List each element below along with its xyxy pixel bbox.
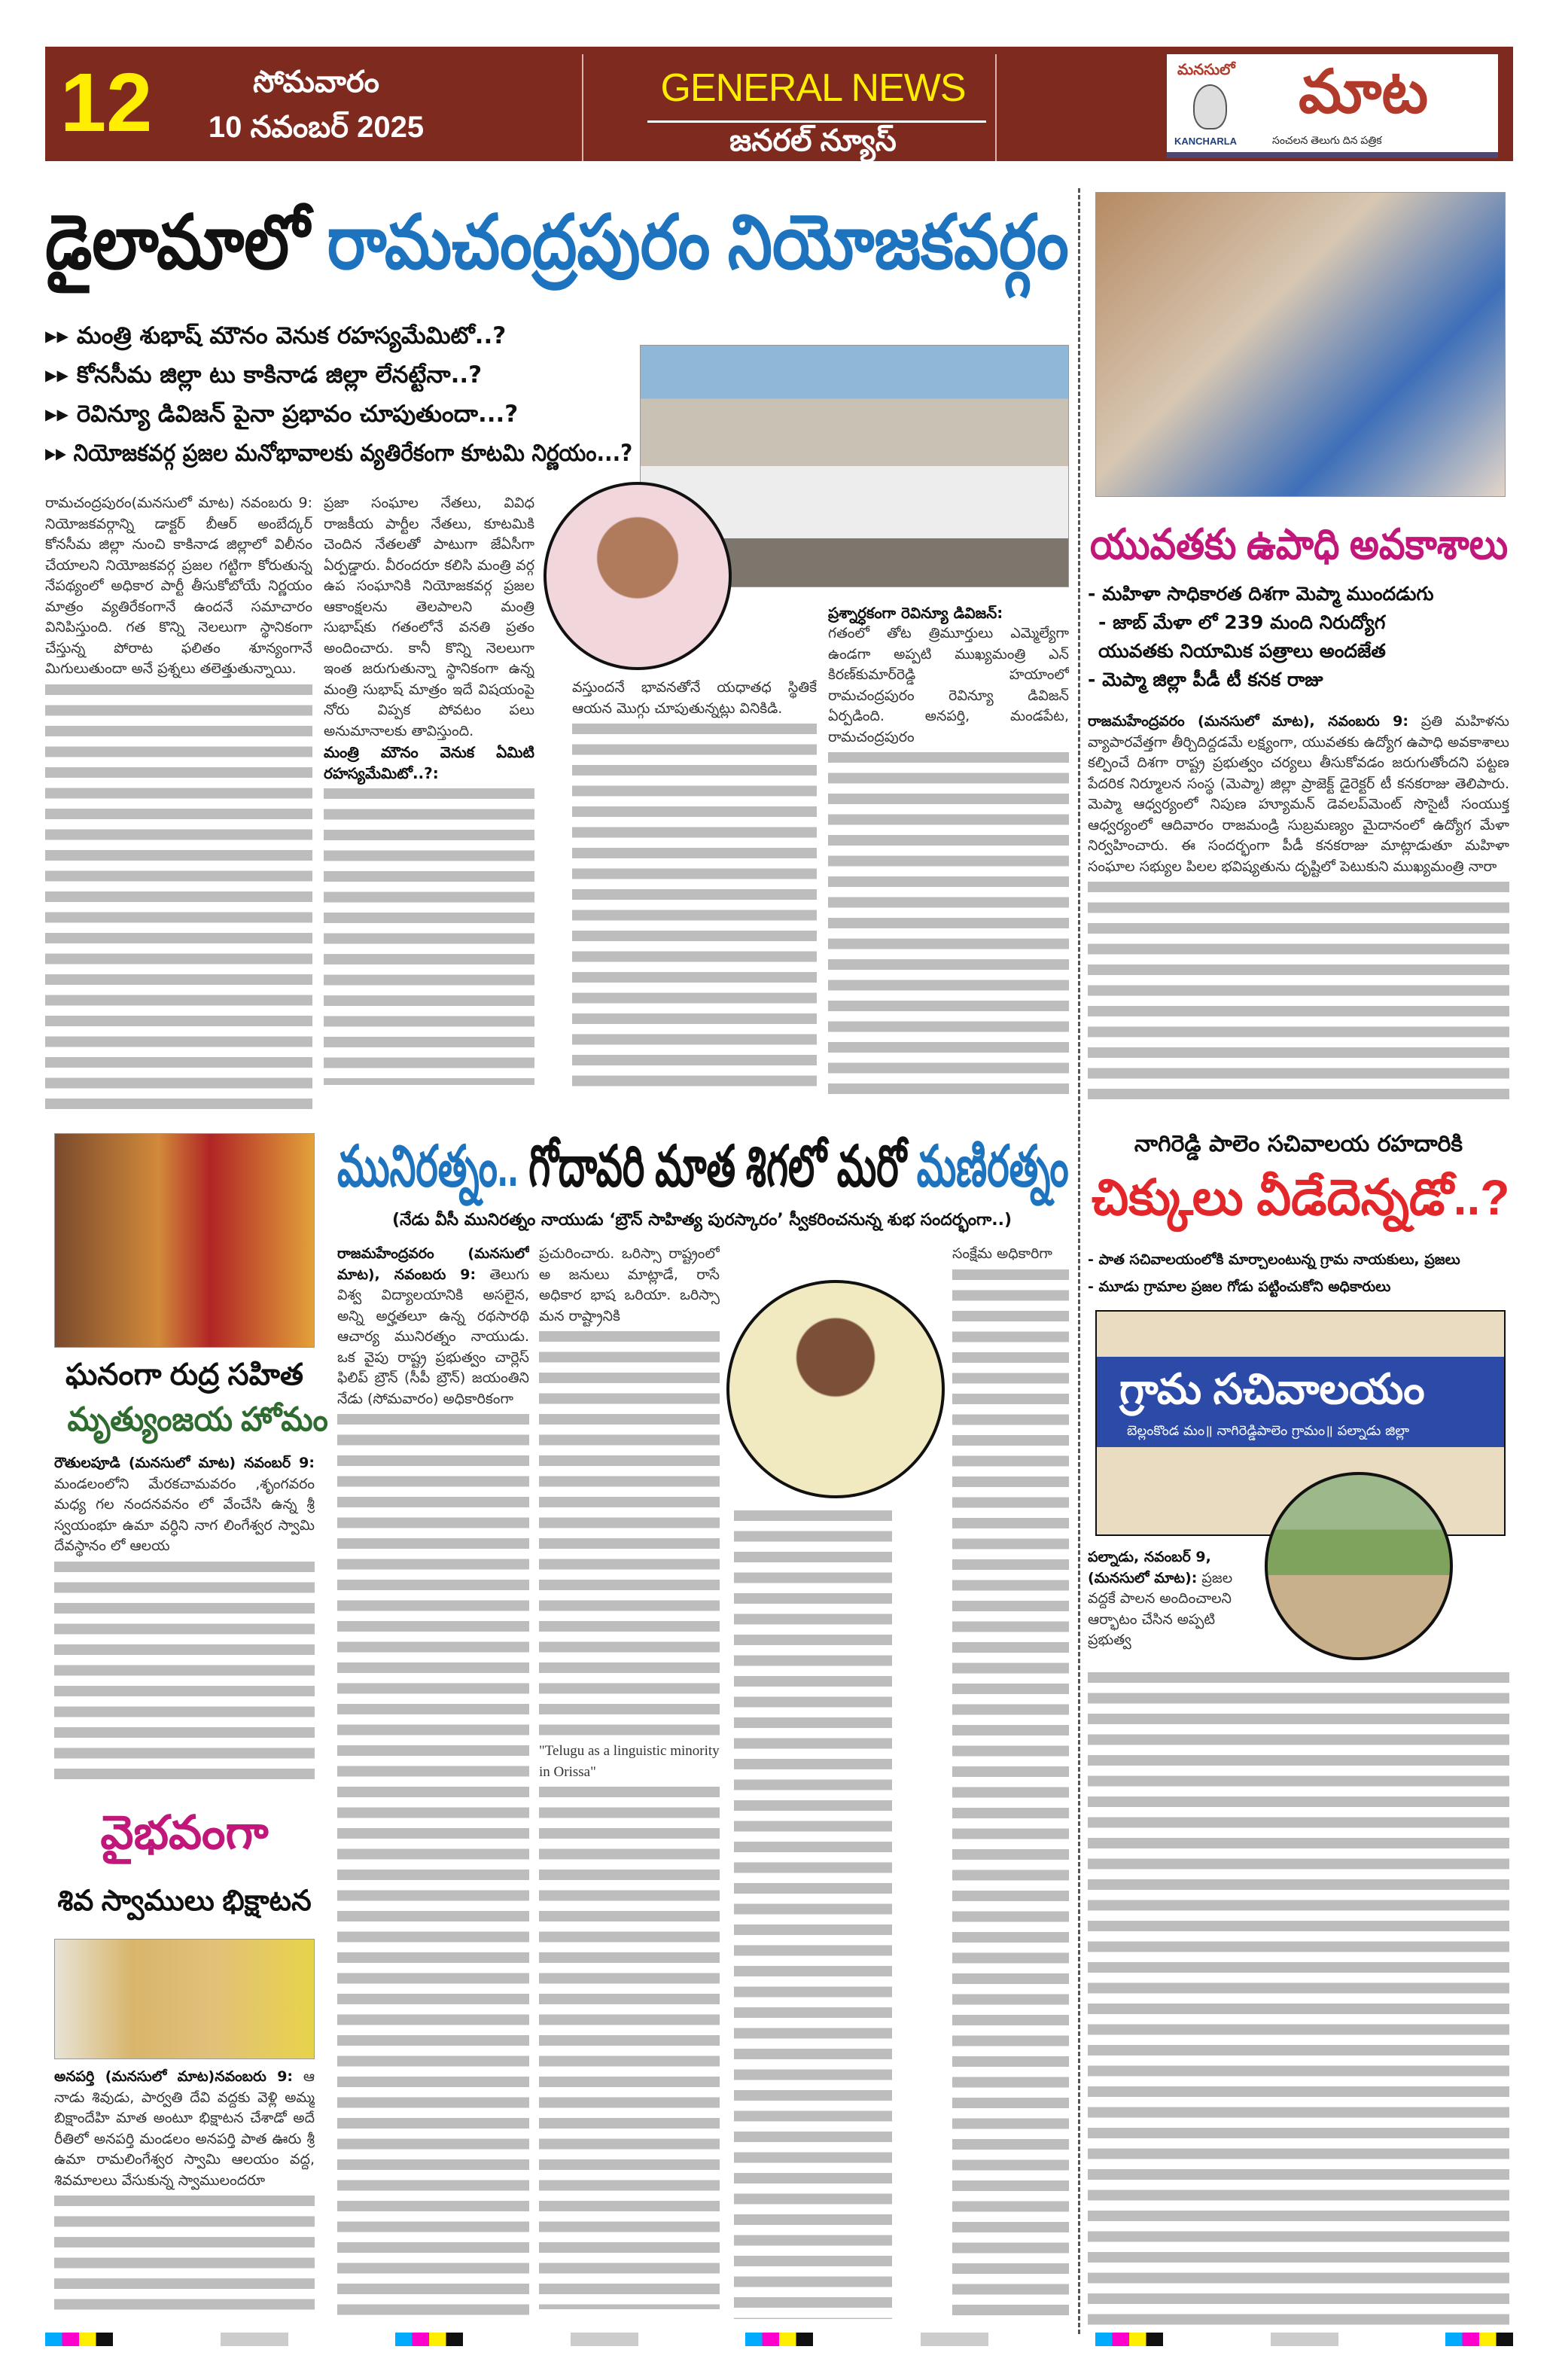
muniratnam-headline: మునిరత్నం.. గోదావరి మాత శిగలో మరో మణిరత్నం <box>337 1135 1069 1199</box>
homam-photo <box>54 1133 315 1348</box>
secretariat-bullets <box>1088 1246 1513 1300</box>
divider <box>995 54 997 161</box>
bullet-item: - జాబ్ మేళా లో 239 మంది నిరుద్యోగ <box>1098 611 1386 633</box>
jobs-bullets <box>1088 580 1509 694</box>
bullet-item: - మెప్మా జిల్లా పీడీ టీ కనక రాజు <box>1088 669 1323 690</box>
issue-day: సోమవారం <box>253 66 379 99</box>
color-registration-strip <box>45 2333 1513 2346</box>
muniratnam-column-1: రాజమహేంద్రవరం (మనసులో మాట), నవంబరు 9: తెలుగు విశ్వ విద్యాలయానికి అసలైన, అన్ని అర్హతలూ ఉన్న రథసారథి ఆచార్య మునిరత్నం నాయుడు. ఒక వైపు రాష్ట్ర ప్రభుత్వం చార్లెస్ ఫిలిప్ బ్రౌన్ (సీపీ బ్రౌన్) జయంతిని నేడు (సోమవారం) అధికారికంగా <box>337 1244 529 2321</box>
section-title-te: జనరల్ న్యూస్ <box>729 124 897 157</box>
newspaper-logo <box>1167 54 1498 158</box>
column-divider <box>1078 188 1080 2334</box>
bullet-item: ▸▸ కోనసీమ జిల్లా టు కాకినాడ జిల్లా లేనట్టేనా..? <box>45 361 483 389</box>
lead-headline-black: డైలామాలో <box>45 200 310 285</box>
masthead <box>45 47 1513 161</box>
bullet-item: - మూడు గ్రామాల ప్రజల గోడు పట్టించుకోని అధికారులు <box>1088 1278 1391 1295</box>
lead-headline-blue: రామచంద్రపురం నియోజకవర్గం <box>327 200 1069 285</box>
homam-headline-2: మృత్యుంజయ హోమం <box>67 1401 328 1438</box>
bhikshatana-headline-1: వైభవంగా <box>100 1807 269 1859</box>
logo-tagline: సంచలన తెలుగు దిన పత్రిక <box>1272 134 1382 146</box>
divider <box>582 54 583 161</box>
homam-body: రౌతులపూడి (మనసులో మాట) నవంబర్ 9: మండలంలోని మేరకచామవరం ,శృంగవరం మధ్య గల నందనవనం లో వేంచేసి ఉన్న శ్రీ స్వయంభూ ఉమా వర్ధిని నాగ లింగేశ్వర స్వామి దేవస్థానం లో ఆలయ <box>54 1453 315 1784</box>
lead-headline <box>45 197 1069 288</box>
logo-name: మాట <box>1299 58 1429 125</box>
muniratnam-subtitle: (నేడు వీసీ మునిరత్నం నాయుడు ‘బ్రౌన్ సాహిత్య పురస్కారం’ స్వీకరించనున్న శుభ సందర్భంగా..) <box>391 1211 1012 1230</box>
section-title-en: GENERAL NEWS <box>660 66 966 110</box>
lead-bullets <box>45 316 632 473</box>
logo-prefix: మనసులో <box>1177 62 1235 78</box>
issue-date: 10 నవంబర్ 2025 <box>208 111 425 144</box>
bhikshatana-headline-2: శివ స్వాములు భిక్షాటన <box>57 1885 312 1917</box>
muniratnam-quote: "Telugu as a linguistic minority in Orissa" <box>539 1743 720 1780</box>
bullet-item: - మహిళా సాధికారత దిశగా మెప్మా ముందడుగు <box>1088 583 1434 605</box>
jobs-body: రాజమహేంద్రవరం (మనసులో మాట), నవంబరు 9: ప్రతి మహిళను వ్యాపారవేత్తగా తీర్చిదిద్దడమే లక్ష్యంగా, యువతకు ఉద్యోగ ఉపాధి అవకాశాలు కల్పించే దిశగా రాష్ట్ర ప్రభుత్వం చర్యలు తీసుకోవడం జరుగుతోందని పట్టణ పేదరిక నిర్మూలన సంస్థ (మెప్మా) జిల్లా ప్రాజెక్ట్ డైరెక్టర్ టీ కనకరాజు తెలిపారు. మెప్మా ఆధ్వర్యంలో నిపుణ హ్యూమన్ డెవలప్‌మెంట్ సొసైటీ సంయుక్త ఆధ్వర్యంలో ఆదివారం రాజమండ్రి సుబ్రమణ్యం మైదానంలో ఉద్యోగ మేళా నిర్వహించారు. ఈ సందర్భంగా పీడీ కనకరాజు మాట్లాడుతూ మహిళా సంఘాల సభ్యుల పిలల భవిష్యతును దృష్టిలో పెటుకుని ముఖ్యమంత్రి నారా <box>1088 712 1509 1105</box>
lead-subheading: మంత్రి మౌనం వెనుక ఏమిటి రహస్యమేమిటో..?: <box>324 743 534 782</box>
swamulu-photo <box>54 1939 315 2059</box>
bullet-item: ▸▸ నియోజకవర్గ ప్రజల మనోభావాలకు వ్యతిరేకంగా కూటమి నిర్ణయం...? <box>45 440 633 467</box>
lead-column-2: ప్రజా సంఘాల నేతలు, వివిధ రాజకీయ పార్టీల నేతలు, కూటమికి చెందిన నేతలతో పాటుగా జేఏసీగా ఏర్పడ్డారు. వీరందరూ కలిసి మంత్రి వర్గ ఉప సంఘానికి నియోజకవర్గ ప్రజల ఆకాంక్షలను తెలపాలని మంత్రి సుభాష్‌కు గతంలోనే వనతి ప్రతం అందించారు. కానీ కొన్ని నెలలుగా ఇంత జరుగుతున్నా స్థానికంగా ఉన్న మంత్రి సుభాష్ మాత్రం ఇదే విషయంపై నోరు విప్పక పోవటం పలు అనుమానాలకు తావిస్తుంది. మంత్రి మౌనం వెనుక ఏమిటి రహస్యమేమిటో..?: <box>324 493 534 1114</box>
secretariat-kicker: నాగిరెడ్డి పాలెం సచివాలయ రహదారికి <box>1134 1131 1463 1157</box>
founder-portrait-icon <box>1193 84 1227 130</box>
bhikshatana-body: అనపర్తి (మనసులో మాట)నవంబరు 9: ఆ నాడు శివుడు, పార్వతి దేవి వద్దకు వెళ్లి అమ్మ బిక్షాందేహి మాత అంటూ భిక్షాటన చేశాడో అదే రీతిలో అనపర్తి మండలం అనపర్తి పాత ఊరు శ్రీ ఉమా రామలింగేశ్వర స్వామి ఆలయం వద్ద, శివమాలలు వేసుకున్న స్వాములందరూ <box>54 2067 315 2315</box>
bullet-item: ▸▸ రెవిన్యూ డివిజన్ పైనా ప్రభావం చూపుతుందా...? <box>45 401 519 428</box>
secretariat-body-top: పల్నాడు, నవంబర్ 9,(మనసులో మాట): ప్రజల వద్దకే పాలన అందించాలని ఆర్భాటం చేసిన అప్పటి ప్రభుత్వ <box>1088 1549 1233 1648</box>
muniratnam-column-3 <box>734 1506 892 2319</box>
jobs-headline: యువతకు ఉపాధి అవకాశాలు <box>1090 520 1509 568</box>
muniratnam-column-2: ప్రచురించారు. ఒరిస్సా రాష్ట్రంలో అ జనులు మాట్లాడే, రాసే అధికార భాష ఒరియా. ఒరిస్సా మన రాష్ట్రానికి "Telugu as a linguistic minority in Orissa" <box>539 1244 720 2321</box>
job-mela-photo <box>1095 192 1506 497</box>
divider <box>647 120 986 123</box>
bullet-item: యువతకు నియామిక పత్రాలు అందజేత <box>1098 640 1386 662</box>
logo-brand: KANCHARLA <box>1174 136 1238 147</box>
lead-subheading: ప్రశ్నార్ధకంగా రెవిన్యూ డివిజన్: <box>828 604 1003 622</box>
lead-column-3: వస్తుందనే భావనతోనే యధాతధ స్థితికే ఆయన మొగ్గు చూపుతున్నట్లు వినికిడి. <box>572 678 817 1113</box>
bullet-item: - పాత సచివాలయంలోకి మార్చాలంటున్న గ్రామ నాయకులు, ప్రజలు <box>1088 1251 1460 1268</box>
lead-column-4: ప్రశ్నార్ధకంగా రెవిన్యూ డివిజన్: గతంలో తోట త్రిమూర్తులు ఎమ్మెల్యేగా ఉండగా అప్పటి ముఖ్యమంత్రి ఎన్ కిరణ్‌కుమార్‌రెడ్డి హయాంలో రామచంద్రపురం రెవిన్యూ డివిజన్ ఏర్పడింది. అనపర్తి, మండపేట, రామచంద్రపురం <box>828 602 1069 1114</box>
road-photo <box>1265 1472 1453 1660</box>
page-number: 12 <box>60 56 153 149</box>
minister-portrait <box>544 482 732 670</box>
secretariat-sign: గ్రామ సచివాలయం బెల్లంకొండ మం॥ నాగిరెడ్డిపాలెం గ్రామం॥ పల్నాడు జిల్లా <box>1097 1357 1504 1447</box>
bullet-item: ▸▸ మంత్రి శుభాష్ మౌనం వెనుక రహస్యమేమిటో..? <box>45 322 507 349</box>
secretariat-headline: చిక్కులు వీడేదెన్నడో..? <box>1092 1169 1510 1225</box>
lead-column-1: రామచంద్రపురం(మనసులో మాట) నవంబరు 9: నియోజకవర్గాన్ని డాక్టర్ బీఆర్ అంబేద్కర్ కోనసీమ జిల్లా నుంచి కాకినాడ జిల్లాలో విలీనం చేయాలని నియోజకవర్గ ప్రజల గట్టిగా కోరుతున్న నేపథ్యంలో అధికార పార్టీ తీసుకోబోయే నిర్ణయం మాత్రం వ్యతిరేకంగానే ఉందనే సమాచారం వినిపిస్తుంది. గత కొన్ని నెలలుగా స్థానికంగా చేస్తున్న పోరాట ఫలితం శూన్యంగానే మిగులుతుందా అనే ప్రశ్నలు తలెత్తుతున్నాయి. <box>45 493 312 1114</box>
muniratnam-column-4: సంక్షేమ అధికారిగా <box>952 1244 1069 2321</box>
homam-headline-1: ఘనంగా రుద్ర సహిత <box>65 1358 304 1391</box>
secretariat-body <box>1088 1668 1509 2327</box>
muniratnam-portrait <box>726 1280 945 1498</box>
